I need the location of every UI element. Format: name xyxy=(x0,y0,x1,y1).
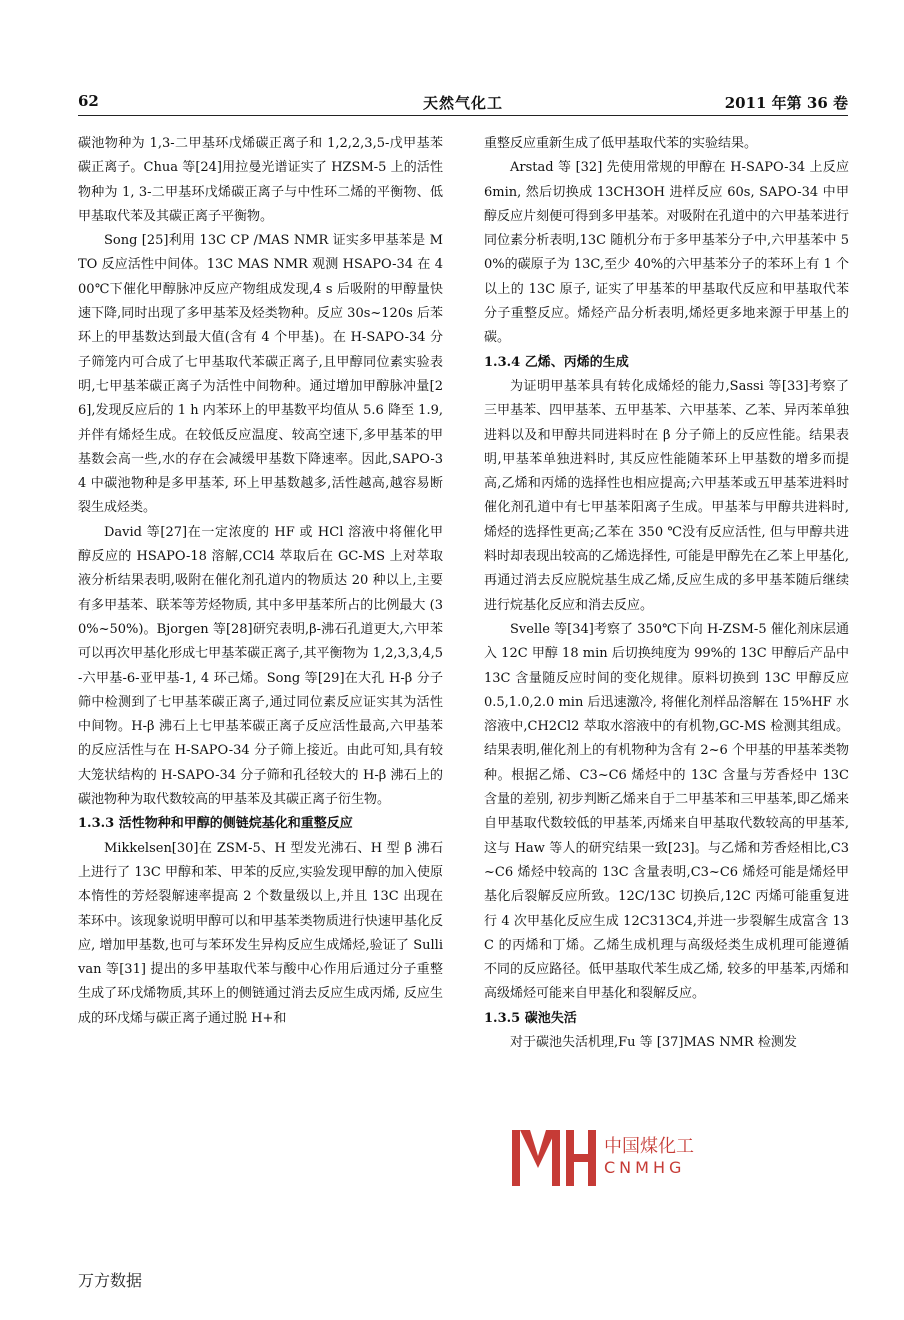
section-heading: 1.3.4 乙烯、丙烯的生成 xyxy=(484,354,629,370)
paragraph: 为证明甲基苯具有转化成烯烃的能力,Sassi 等[33]考察了三甲基苯、四甲基苯、五甲基苯、六甲基苯、乙苯、异丙苯单独进料以及和甲醇共同进料时在 β 分子筛上的反应性能。结果表明,甲基苯单独进料时, 其反应性能随苯环上甲基数的增多而提高,乙烯和丙烯的选择性也相应提高;六甲基苯或五甲基苯进料时催化剂孔道中有七甲基苯阳离子生成。甲基苯与甲醇共进料时,烯烃的选择性更高;乙苯在 350 ℃没有反应活性, 但与甲醇共进料时却表现出较高的乙烯选择性, 可能是甲醇先在乙苯上甲基化,再通过消去反应脱烷基生成乙烯,反应生成的多甲基苯随后继续进行烷基化反应和消去反应。 xyxy=(484,378,849,613)
page-header xyxy=(78,88,848,114)
footer-source: 万方数据 xyxy=(78,1271,143,1290)
section-heading: 1.3.5 碳池失活 xyxy=(484,1010,577,1026)
paragraph: Arstad 等 [32] 先使用常规的甲醇在 H-SAPO-34 上反应 6min, 然后切换成 13CH3OH 进样反应 60s, SAPO-34 中甲醇反应片刻便可得到多甲基苯。对吸附在孔道中的六甲基苯进行同位素分析表明,13C 随机分布于多甲基苯分子中,六甲基苯中 50%的碳原子为 13C,至少 40%的六甲基苯分子的苯环上有 1 个以上的 13C 原子, 证实了甲基苯的甲基取代反应和甲基取代苯分子重整反应。烯烃产品分析表明,烯烃更多地来源于甲基上的碳。 xyxy=(484,160,849,346)
paragraph: 对于碳池失活机理,Fu 等 [37]MAS NMR 检测发 xyxy=(510,1034,797,1050)
paragraph: David 等[27]在一定浓度的 HF 或 HCl 溶液中将催化甲醇反应的 HSAPO-18 溶解,CCl4 萃取后在 GC-MS 上对萃取液分析结果表明,吸附在催化剂孔道内的物质达 20 种以上,主要有多甲基苯、联苯等芳烃物质, 其中多甲基苯所占的比例最大 (30%~50%)。Bjorgen 等[28]研究表明,β-沸石孔道更大,六甲苯可以再次甲基化形成七甲基苯碳正离子,其平衡物为 1,2,3,3,4,5-六甲基-6-亚甲基-1, 4 环己烯。Song 等[29]在大孔 H-β 分子筛中检测到了七甲基苯碳正离子,通过同位素反应证实其为活性中间物。H-β 沸石上七甲基苯碳正离子反应活性最高,六甲基苯的反应活性与在 H-SAPO-34 分子筛上接近。由此可知,具有较大笼状结构的 H-SAPO-34 分子筛和孔径较大的 H-β 沸石上的碳池物种为取代数较高的甲基苯及其碳正离子衍生物。 xyxy=(78,524,443,808)
issue-info: 2011 年第 36 卷 xyxy=(724,94,848,112)
page-number: 62 xyxy=(78,92,99,110)
paragraph: Song [25]利用 13C CP /MAS NMR 证实多甲基苯是 MTO 反应活性中间体。13C MAS NMR 观测 HSAPO-34 在 400℃下催化甲醇脉冲反应产物组成发现,4 s 后吸附的甲醇量快速下降,同时出现了多甲基苯及烃类物种。反应 30s~120s 后苯环上的甲基数达到最大值(含有 4 个甲基)。在 H-SAPO-34 分子筛笼内可合成了七甲基取代苯碳正离子,且甲醇同位素实验表明,七甲基苯碳正离子为活性中间物种。通过增加甲醇脉冲量[26],发现反应后的 1 h 内苯环上的甲基数平均值从 5.6 降至 1.9,并伴有烯烃生成。在较低反应温度、较高空速下,多甲基苯的甲基数会高一些,水的存在会减缓甲基数下降速率。因此,SAPO-34 中碳池物种是多甲基苯, 环上甲基数越多,活性越高,越容易断裂生成烃类。 xyxy=(78,233,443,516)
journal-title: 天然气化工 xyxy=(422,94,503,112)
header-rule xyxy=(78,115,848,116)
paragraph: Mikkelsen[30]在 ZSM-5、H 型发光沸石、H 型 β 沸石上进行了 13C 甲醇和苯、甲苯的反应,实验发现甲醇的加入使原本惰性的芳烃裂解速率提高 2 个数量级以上,并且 13C 出现在苯环中。该现象说明甲醇可以和甲基苯类物质进行快速甲基化反应, 增加甲基数,也可与苯环发生异构反应生成烯烃,验证了 Sullivan 等[31] 提出的多甲基取代苯与酸中心作用后通过分子重整生成了环戊烯物质,其环上的侧链通过消去反应生成丙烯, 反应生成的环戊烯与碳正离子通过脱 H+和 xyxy=(78,840,443,1026)
left-column xyxy=(78,132,443,1031)
watermark-logo xyxy=(508,1128,808,1190)
right-column xyxy=(484,132,849,1055)
paragraph: Svelle 等[34]考察了 350℃下向 H-ZSM-5 催化剂床层通入 12C 甲醇 18 min 后切换纯度为 99%的 13C 甲醇后产品中 13C 含量随反应时间的变化规律。原料切换到 13C 甲醇反应 0.5,1.0,2.0 min 后迅速激冷, 将催化剂样品溶解在 15%HF 水溶液中,CH2Cl2 萃取水溶液中的有机物,GC-MS 检测其组成。结果表明,催化剂上的有机物种为含有 2~6 个甲基的甲基苯类物种。根据乙烯、C3~C6 烯烃中的 13C 含量与芳香烃中 13C 含量的差别, 初步判断乙烯来自于二甲基苯和三甲基苯,即乙烯来自甲基取代数较低的甲基苯,丙烯来自甲基取代数较高的甲基苯,这与 Haw 等人的研究结果一致[23]。与乙烯和芳香烃相比,C3~C6 烯烃中较高的 13C 含量表明,C3~C6 烯烃可能是烯烃甲基化后裂解反应所致。12C/13C 切换后,12C 丙烯可能重复进行 4 次甲基化反应生成 12C313C4,并进一步裂解生成富含 13C 的丙烯和丁烯。乙烯生成机理与高级烃类生成机理可能遵循不同的反应路径。低甲基取代苯生成乙烯, 较多的甲基苯,丙烯和高级烯烃可能来自甲基化和裂解反应。 xyxy=(484,621,849,1002)
paragraph: 重整反应重新生成了低甲基取代苯的实验结果。 xyxy=(484,136,758,151)
watermark-chinese: 中国煤化工 xyxy=(602,1132,696,1158)
watermark-english: CNMHG xyxy=(604,1158,686,1177)
paragraph: 碳池物种为 1,3-二甲基环戊烯碳正离子和 1,2,2,3,5-戊甲基苯碳正离子。Chua 等[24]用拉曼光谱证实了 HZSM-5 上的活性物种为 1, 3-二甲基环戊烯碳正离子与中性环二烯的平衡物、低甲基取代苯及其碳正离子平衡物。 xyxy=(78,136,443,224)
mh-logo-icon xyxy=(508,1128,600,1188)
section-heading: 1.3.3 活性物种和甲醇的侧链烷基化和重整反应 xyxy=(78,816,353,832)
